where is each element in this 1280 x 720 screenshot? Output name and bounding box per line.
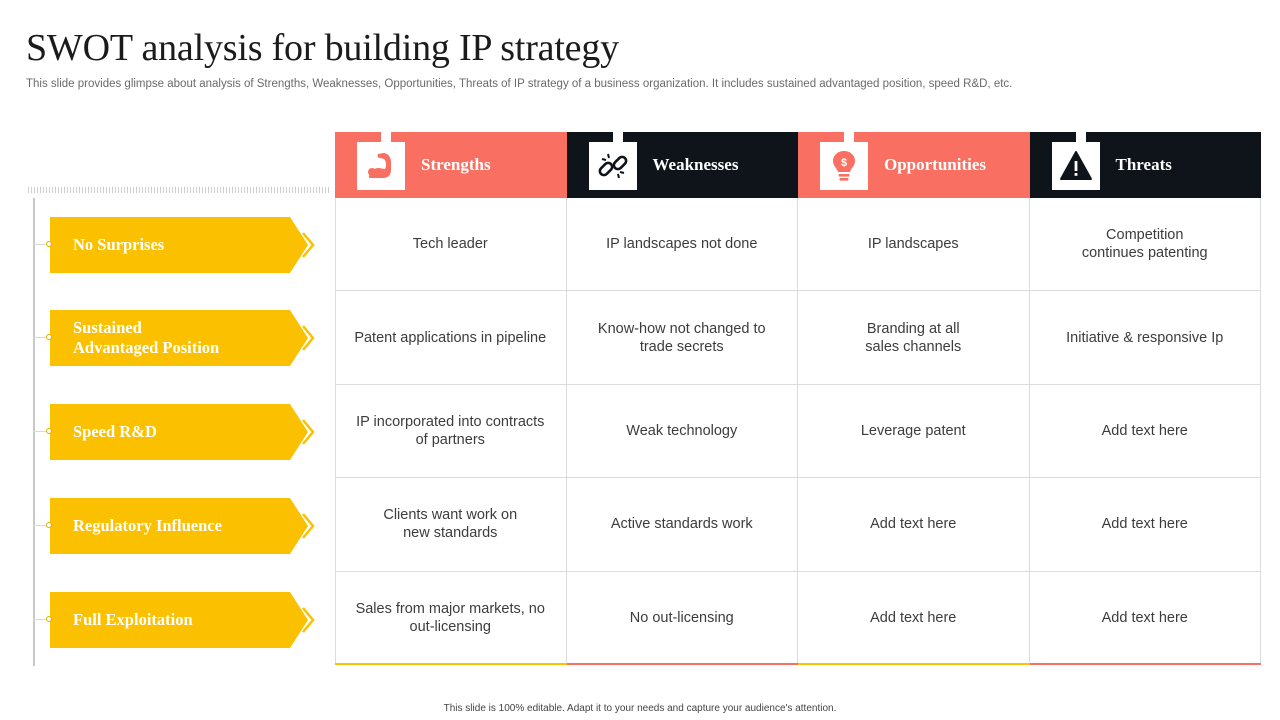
header-label: Threats bbox=[1115, 155, 1172, 174]
table-cell: Add text here bbox=[1030, 572, 1262, 665]
dotted-divider bbox=[28, 187, 330, 193]
table-cell: Branding at all sales channels bbox=[798, 291, 1030, 384]
row-label bbox=[33, 217, 323, 273]
row-label-text: Full Exploitation bbox=[73, 610, 193, 629]
table-cell: IP landscapes not done bbox=[567, 198, 799, 291]
row-dot bbox=[46, 616, 52, 622]
bottom-accent bbox=[567, 663, 799, 665]
lightbulb-dollar-icon bbox=[826, 148, 862, 184]
row-dot bbox=[46, 241, 52, 247]
header-label: Strengths bbox=[421, 155, 491, 174]
svg-text:$: $ bbox=[840, 157, 848, 169]
table-cell: Tech leader bbox=[335, 198, 567, 291]
table-cell: Competition continues patenting bbox=[1030, 198, 1262, 291]
table-cell: Leverage patent bbox=[798, 385, 1030, 478]
table-cell: Add text here bbox=[798, 572, 1030, 665]
row-dot bbox=[46, 428, 52, 434]
header-label: Opportunities bbox=[884, 155, 987, 174]
table-cell: IP landscapes bbox=[798, 198, 1030, 291]
table-cell: Add text here bbox=[798, 478, 1030, 571]
row-label bbox=[33, 310, 323, 366]
footer-note: This slide is 100% editable. Adapt it to your needs and capture your audience's attention. bbox=[443, 703, 837, 714]
table-cell: Patent applications in pipeline bbox=[335, 291, 567, 384]
row-label-text: Regulatory Influence bbox=[73, 516, 222, 535]
page-title: SWOT analysis for building IP strategy bbox=[26, 27, 619, 69]
bottom-accent bbox=[798, 663, 1030, 665]
broken-link-icon bbox=[595, 148, 631, 184]
row-dot bbox=[46, 334, 52, 340]
table-cell: Add text here bbox=[1030, 478, 1262, 571]
table-cell: No out-licensing bbox=[567, 572, 799, 665]
table-cell: Weak technology bbox=[567, 385, 799, 478]
table-cell: Know-how not changed to trade secrets bbox=[567, 291, 799, 384]
header-opportunities bbox=[798, 132, 1030, 198]
row-label-text: No Surprises bbox=[73, 235, 165, 254]
row-label bbox=[33, 592, 323, 648]
row-label bbox=[33, 404, 323, 460]
bottom-accent bbox=[1030, 663, 1262, 665]
table-cell: Clients want work on new standards bbox=[335, 478, 567, 571]
row-label-text: Speed R&D bbox=[73, 422, 157, 441]
row-label-text: Sustained Advantaged Position bbox=[73, 318, 220, 357]
page-subtitle: This slide provides glimpse about analysis of Strengths, Weaknesses, Opportunities, Threats of IP strategy of a business organization. It includes sustained advantaged position, speed R&D, etc. bbox=[26, 78, 1013, 90]
header-weaknesses bbox=[567, 132, 799, 198]
flexed-arm-icon bbox=[363, 148, 399, 184]
header-label: Weaknesses bbox=[652, 155, 739, 174]
swot-table bbox=[335, 132, 1261, 665]
table-cell: Active standards work bbox=[567, 478, 799, 571]
bottom-accent bbox=[335, 663, 567, 665]
row-label bbox=[33, 498, 323, 554]
warning-icon bbox=[1058, 148, 1094, 184]
table-cell: Sales from major markets, no out-licensing bbox=[335, 572, 567, 665]
header-threats bbox=[1030, 132, 1262, 198]
header-strengths bbox=[335, 132, 567, 198]
row-dot bbox=[46, 522, 52, 528]
table-cell: Initiative & responsive Ip bbox=[1030, 291, 1262, 384]
table-cell: IP incorporated into contracts of partners bbox=[335, 385, 567, 478]
table-cell: Add text here bbox=[1030, 385, 1262, 478]
